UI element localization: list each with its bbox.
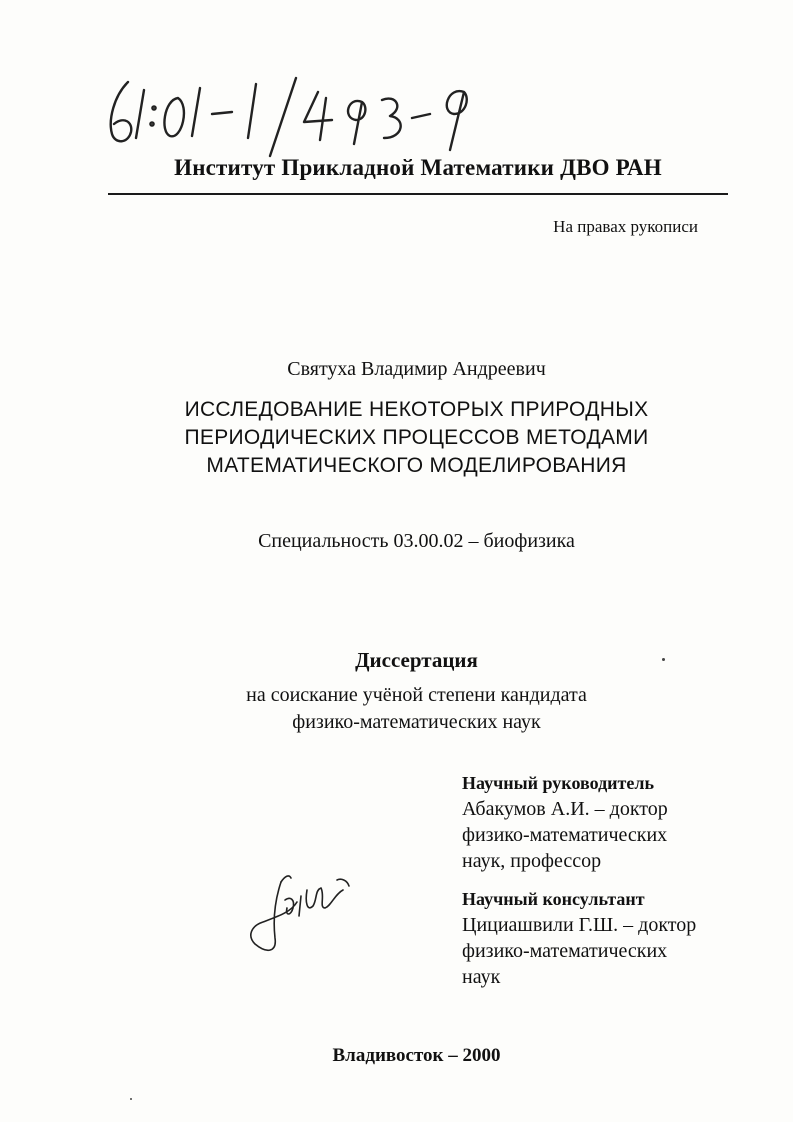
supervisor-heading: Научный руководитель <box>462 773 654 793</box>
scan-speck <box>130 1098 132 1100</box>
consultant-heading: Научный консультант <box>462 889 645 909</box>
supervisor-line: Абакумов А.И. – доктор <box>462 798 668 820</box>
consultant-line: Цициашвили Г.Ш. – доктор <box>462 914 697 936</box>
rights-notice: На правах рукописи <box>553 217 698 236</box>
supervisor-line: наук, профессор <box>462 850 602 872</box>
subtitle-line: на соискание учёной степени кандидата <box>246 684 587 706</box>
scan-speck <box>662 658 665 661</box>
supervisor-block <box>462 770 752 874</box>
subtitle-line: физико-математических наук <box>292 711 541 733</box>
handwritten-code-drawing <box>100 72 490 162</box>
consultant-line: наук <box>462 966 501 988</box>
title-line: ПЕРИОДИЧЕСКИХ ПРОЦЕССОВ МЕТОДАМИ <box>184 426 649 449</box>
city-year: Владивосток – 2000 <box>332 1045 501 1066</box>
author-name: Святуха Владимир Андреевич <box>287 358 546 380</box>
consultant-line: физико-математических <box>462 940 668 962</box>
supervisor-line: физико-математических <box>462 824 668 846</box>
consultant-block <box>462 886 752 990</box>
institute-name: Институт Прикладной Математики ДВО РАН <box>174 155 662 180</box>
dissertation-subtitle <box>0 682 793 736</box>
specialty-line: Специальность 03.00.02 – биофизика <box>258 530 575 552</box>
dissertation-heading: Диссертация <box>355 648 478 672</box>
title-line: МАТЕМАТИЧЕСКОГО МОДЕЛИРОВАНИЯ <box>206 454 627 477</box>
signature-image <box>245 860 360 960</box>
title-line: ИССЛЕДОВАНИЕ НЕКОТОРЫХ ПРИРОДНЫХ <box>184 398 649 421</box>
header-divider <box>108 193 728 195</box>
dissertation-title <box>0 396 793 480</box>
signature-drawing <box>245 860 360 960</box>
handwritten-archive-code <box>100 72 490 162</box>
